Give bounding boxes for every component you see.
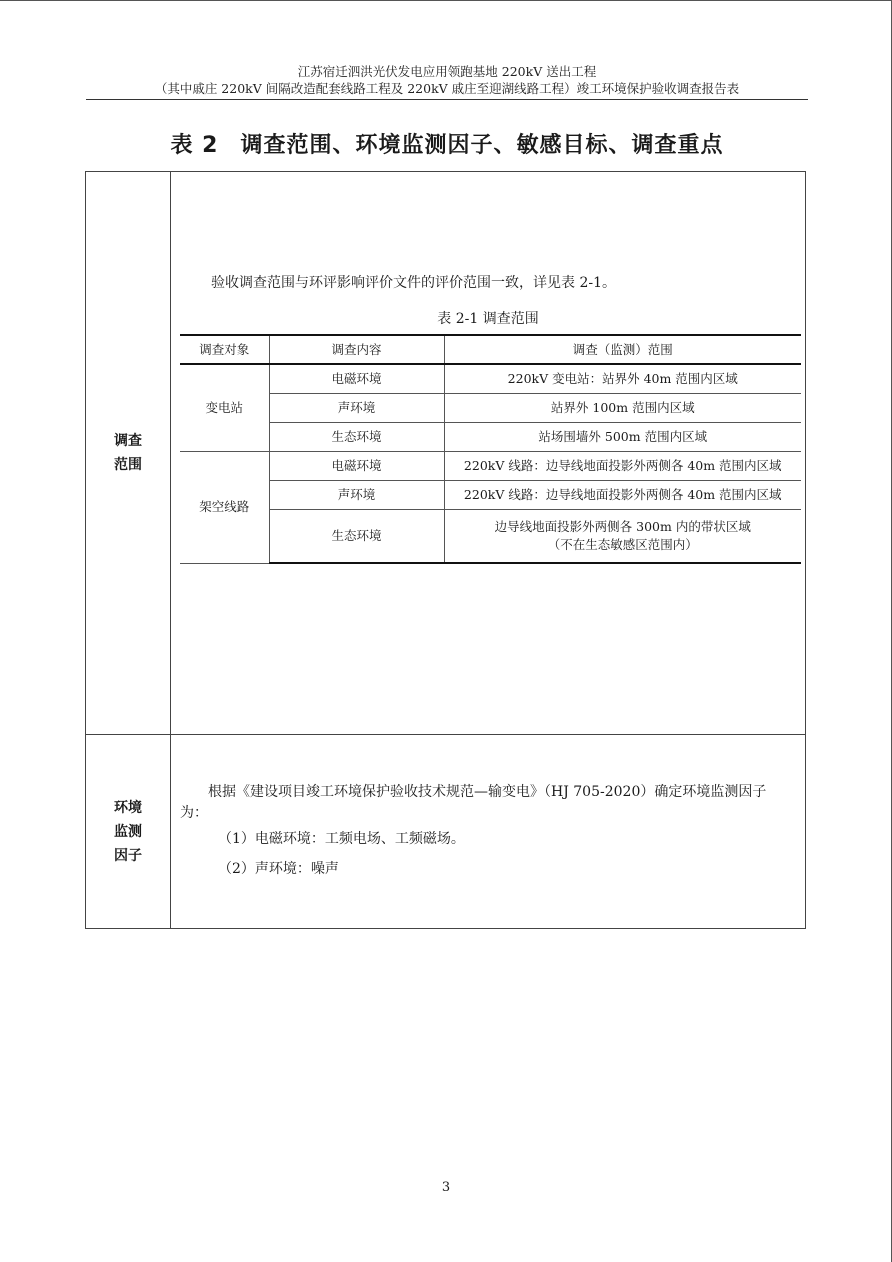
content-cell: 生态环境 bbox=[269, 509, 444, 563]
range-note: （不在生态敏感区范围内） bbox=[547, 536, 698, 552]
object-cell: 变电站 bbox=[180, 364, 269, 451]
factor-item-acoustic: （2）声环境：噪声 bbox=[218, 861, 339, 877]
column-header: 调查内容 bbox=[269, 335, 444, 364]
page-number: 3 bbox=[441, 1180, 451, 1195]
table-header-row bbox=[180, 335, 801, 364]
factors-label-line-1: 环境 bbox=[114, 800, 142, 816]
scope-label bbox=[86, 429, 170, 477]
range-cell: 220kV 线路：边导线地面投影外两侧各 40m 范围内区域 bbox=[444, 480, 801, 509]
factors-label-line-3: 因子 bbox=[114, 848, 142, 864]
header-line-1: 江苏宿迁泗洪光伏发电应用领跑基地 220kV 送出工程 bbox=[297, 64, 597, 79]
header-line-2: （其中戚庄 220kV 间隔改造配套线路工程及 220kV 戚庄至迎湖线路工程）竣工环境保护验收调查报告表 bbox=[154, 81, 740, 96]
title-number: 表 2 bbox=[170, 133, 219, 158]
range-cell: 站界外 100m 范围内区域 bbox=[444, 393, 801, 422]
table-caption: 表 2-1 调查范围 bbox=[437, 311, 539, 327]
content-cell: 生态环境 bbox=[269, 422, 444, 451]
main-table bbox=[85, 171, 806, 929]
column-header: 调查（监测）范围 bbox=[444, 335, 801, 364]
table-row bbox=[180, 451, 801, 480]
table-row bbox=[180, 364, 801, 393]
range-cell: 220kV 线路：边导线地面投影外两侧各 40m 范围内区域 bbox=[444, 451, 801, 480]
content-cell: 电磁环境 bbox=[269, 451, 444, 480]
column-divider bbox=[170, 172, 171, 928]
page-border-top bbox=[0, 0, 892, 1]
page-title bbox=[86, 128, 808, 159]
scope-label-line-1: 调查 bbox=[114, 433, 142, 449]
range-cell: 站场围墙外 500m 范围内区域 bbox=[444, 422, 801, 451]
content-cell: 声环境 bbox=[269, 393, 444, 422]
factors-label-line-2: 监测 bbox=[114, 824, 142, 840]
table-row bbox=[180, 480, 801, 509]
scope-table bbox=[180, 334, 801, 564]
factors-label bbox=[86, 796, 170, 868]
object-cell: 架空线路 bbox=[180, 451, 269, 563]
running-header bbox=[86, 63, 808, 97]
factors-paragraph: 根据《建设项目竣工环境保护验收技术规范—输变电》（HJ 705-2020）确定环境监测因子为： bbox=[180, 784, 767, 821]
scope-label-line-2: 范围 bbox=[114, 457, 142, 473]
table-row bbox=[180, 393, 801, 422]
factor-item-electromagnetic: （1）电磁环境：工频电场、工频磁场。 bbox=[218, 831, 465, 847]
range-cell: 220kV 变电站：站界外 40m 范围内区域 bbox=[444, 364, 801, 393]
content-cell: 声环境 bbox=[269, 480, 444, 509]
range-cell bbox=[444, 509, 801, 563]
content-cell: 电磁环境 bbox=[269, 364, 444, 393]
row-divider bbox=[86, 734, 805, 735]
scope-intro: 验收调查范围与环评影响评价文件的评价范围一致，详见表 2-1。 bbox=[211, 275, 616, 291]
table-row bbox=[180, 509, 801, 563]
title-text: 调查范围、环境监测因子、敏感目标、调查重点 bbox=[240, 133, 724, 158]
header-rule bbox=[86, 99, 808, 100]
range-text: 边导线地面投影外两侧各 300m 内的带状区域 bbox=[494, 518, 751, 534]
table-row bbox=[180, 422, 801, 451]
column-header: 调查对象 bbox=[180, 335, 269, 364]
